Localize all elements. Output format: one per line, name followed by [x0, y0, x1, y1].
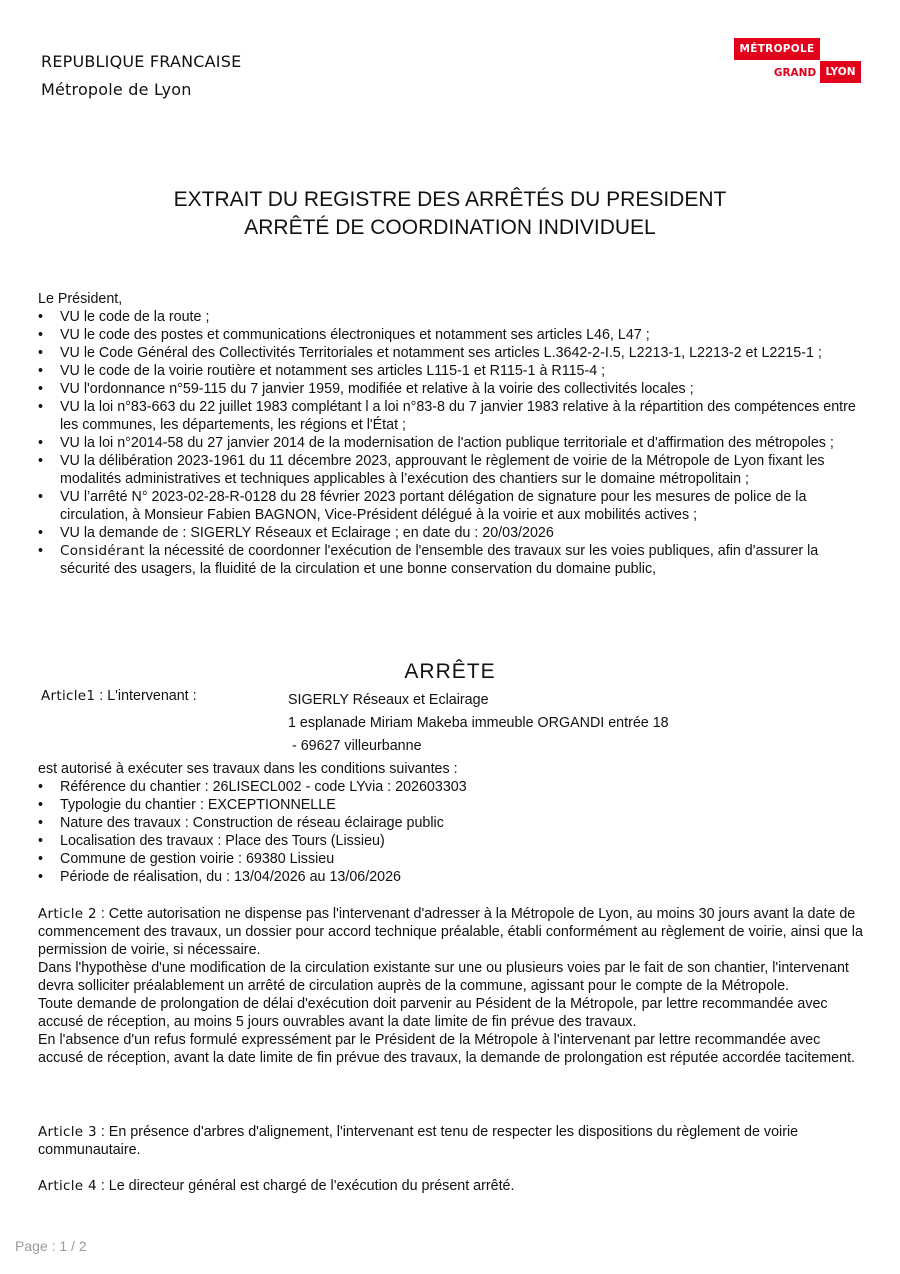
list-item: • VU la loi n°2014-58 du 27 janvier 2014 de la modernisation de l'action publique territoriale et d'affirmation des métropoles ; — [38, 434, 864, 452]
list-item: • VU l'ordonnance n°59-115 du 7 janvier 1959, modifiée et relative à la voirie des collectivités locales ; — [38, 380, 864, 398]
list-item: • VU l’arrêté N° 2023-02-28-R-0128 du 28 février 2023 portant délégation de signature pour les mesures de police de la circulation, à Monsieur Fabien BAGNON, Vice-Président délégué à la voirie et aux mobilités actives ; — [38, 488, 864, 524]
article2-p3: Toute demande de prolongation de délai d'exécution doit parvenir au Pésident de la Métropole, par lettre recommandée avec accusé de réception, au moins 5 jours ouvrables avant la date limite de fin prévue des travaux. — [38, 996, 828, 1030]
article3 — [38, 1123, 864, 1159]
list-item: • Période de réalisation, du : 13/04/2026 au 13/06/2026 — [38, 868, 864, 886]
document-title-line1: EXTRAIT DU REGISTRE DES ARRÊTÉS DU PRESIDENT — [173, 188, 727, 211]
list-item: • VU le code des postes et communications électroniques et notamment ses articles L46, L47 ; — [38, 326, 864, 344]
list-item: • VU le Code Général des Collectivités Territoriales et notamment ses articles L.3642-2-I.5, L2213-1, L2213-2 et L2215-1 ; — [38, 344, 864, 362]
article2-p1 — [38, 905, 864, 959]
article4-word: Article 4 — [38, 1178, 97, 1194]
logo-metropole-text: MÉTROPOLE — [734, 38, 820, 60]
header-metropole: Métropole de Lyon — [41, 80, 192, 99]
article2-p1-text: : Cette autorisation ne dispense pas l'intervenant d'adresser à la Métropole de Lyon, au moins 30 jours avant la date de commencement des travaux, un dossier pour accord technique préalable, établi conformément au règlement de voirie, ainsi que la permission de voirie, si nécessaire. — [38, 906, 863, 958]
logo-lyon-text: LYON — [820, 61, 861, 83]
list-item: • Référence du chantier : 26LISECL002 - code LYvia : 202603303 — [38, 778, 864, 796]
list-item: • Nature des travaux : Construction de réseau éclairage public — [38, 814, 864, 832]
considerant-word: Considérant — [60, 543, 145, 559]
article4-text: : Le directeur général est chargé de l'exécution du présent arrêté. — [96, 1178, 515, 1194]
metropole-lyon-logo — [734, 38, 864, 84]
list-item: • VU le code de la voirie routière et notamment ses articles L115-1 et R115-1 à R115-4 ; — [38, 362, 864, 380]
intervenant-city: - 69627 villeurbanne — [288, 738, 422, 754]
article2-word: Article 2 — [38, 906, 97, 922]
conditions-intro: est autorisé à exécuter ses travaux dans les conditions suivantes : — [38, 761, 458, 777]
intervenant-address: 1 esplanade Miriam Makeba immeuble ORGANDI entrée 18 — [288, 715, 669, 731]
article1-label — [41, 688, 197, 704]
article2-p4: En l'absence d'un refus formulé expressément par le Président de la Métropole à l'intervenant par lettre recommandée avec accusé de réception, avant la date limite de fin prévue des travaux, la demande de prolongation est réputée accordée tacitement. — [38, 1032, 856, 1066]
list-item: • VU la loi n°83-663 du 22 juillet 1983 complétant l a loi n°83-8 du 7 janvier 1983 relative à la répartition des compétences entre les communes, les départements, les régions et l'État ; — [38, 398, 864, 434]
list-item: • Localisation des travaux : Place des Tours (Lissieu) — [38, 832, 864, 850]
article2 — [38, 905, 864, 1067]
list-item: • VU la délibération 2023-1961 du 11 décembre 2023, approuvant le règlement de voirie de la Métropole de Lyon fixant les modalités administratives et techniques applicables à l’exécution des chantiers sur le domaine métropolitain ; — [38, 452, 864, 488]
considerant-text: la nécessité de coordonner l'exécution de l'ensemble des travaux sur les voies publiques, afin d'assurer la sécurité des usagers, la fluidité de la circulation et une bonne conservation du domaine public, — [60, 543, 819, 577]
document-title-line2: ARRÊTÉ DE COORDINATION INDIVIDUEL — [244, 216, 656, 239]
logo-grand-text: GRAND — [773, 67, 817, 79]
article3-text: : En présence d'arbres d'alignement, l'intervenant est tenu de respecter les dispositions du règlement de voirie communautaire. — [38, 1124, 799, 1158]
article2-p2: Dans l'hypothèse d'une modification de la circulation existante sur une ou plusieurs voies par le fait de son chantier, l'intervenant devra solliciter préalablement un arrêté de circulation auprès de la commune, agissant pour le compte de la Métropole. — [38, 960, 849, 994]
article3-word: Article 3 — [38, 1124, 97, 1140]
preamble-list — [38, 308, 864, 578]
president-salutation: Le Président, — [38, 291, 123, 307]
arrete-heading: ARRÊTE — [404, 660, 496, 683]
article1-label-text: : L'intervenant : — [95, 688, 197, 704]
header-republic: REPUBLIQUE FRANCAISE — [41, 52, 242, 71]
list-item: • VU la demande de : SIGERLY Réseaux et Eclairage ; en date du : 20/03/2026 — [38, 524, 864, 542]
article1-word: Article1 — [41, 688, 96, 704]
list-item: • Commune de gestion voirie : 69380 Lissieu — [38, 850, 864, 868]
intervenant-name: SIGERLY Réseaux et Eclairage — [288, 692, 489, 708]
list-item: • Typologie du chantier : EXCEPTIONNELLE — [38, 796, 864, 814]
page-number: Page : 1 / 2 — [15, 1238, 87, 1254]
list-item-considerant — [38, 542, 864, 578]
conditions-list — [38, 778, 864, 886]
list-item: • VU le code de la route ; — [38, 308, 864, 326]
article4 — [38, 1177, 864, 1195]
